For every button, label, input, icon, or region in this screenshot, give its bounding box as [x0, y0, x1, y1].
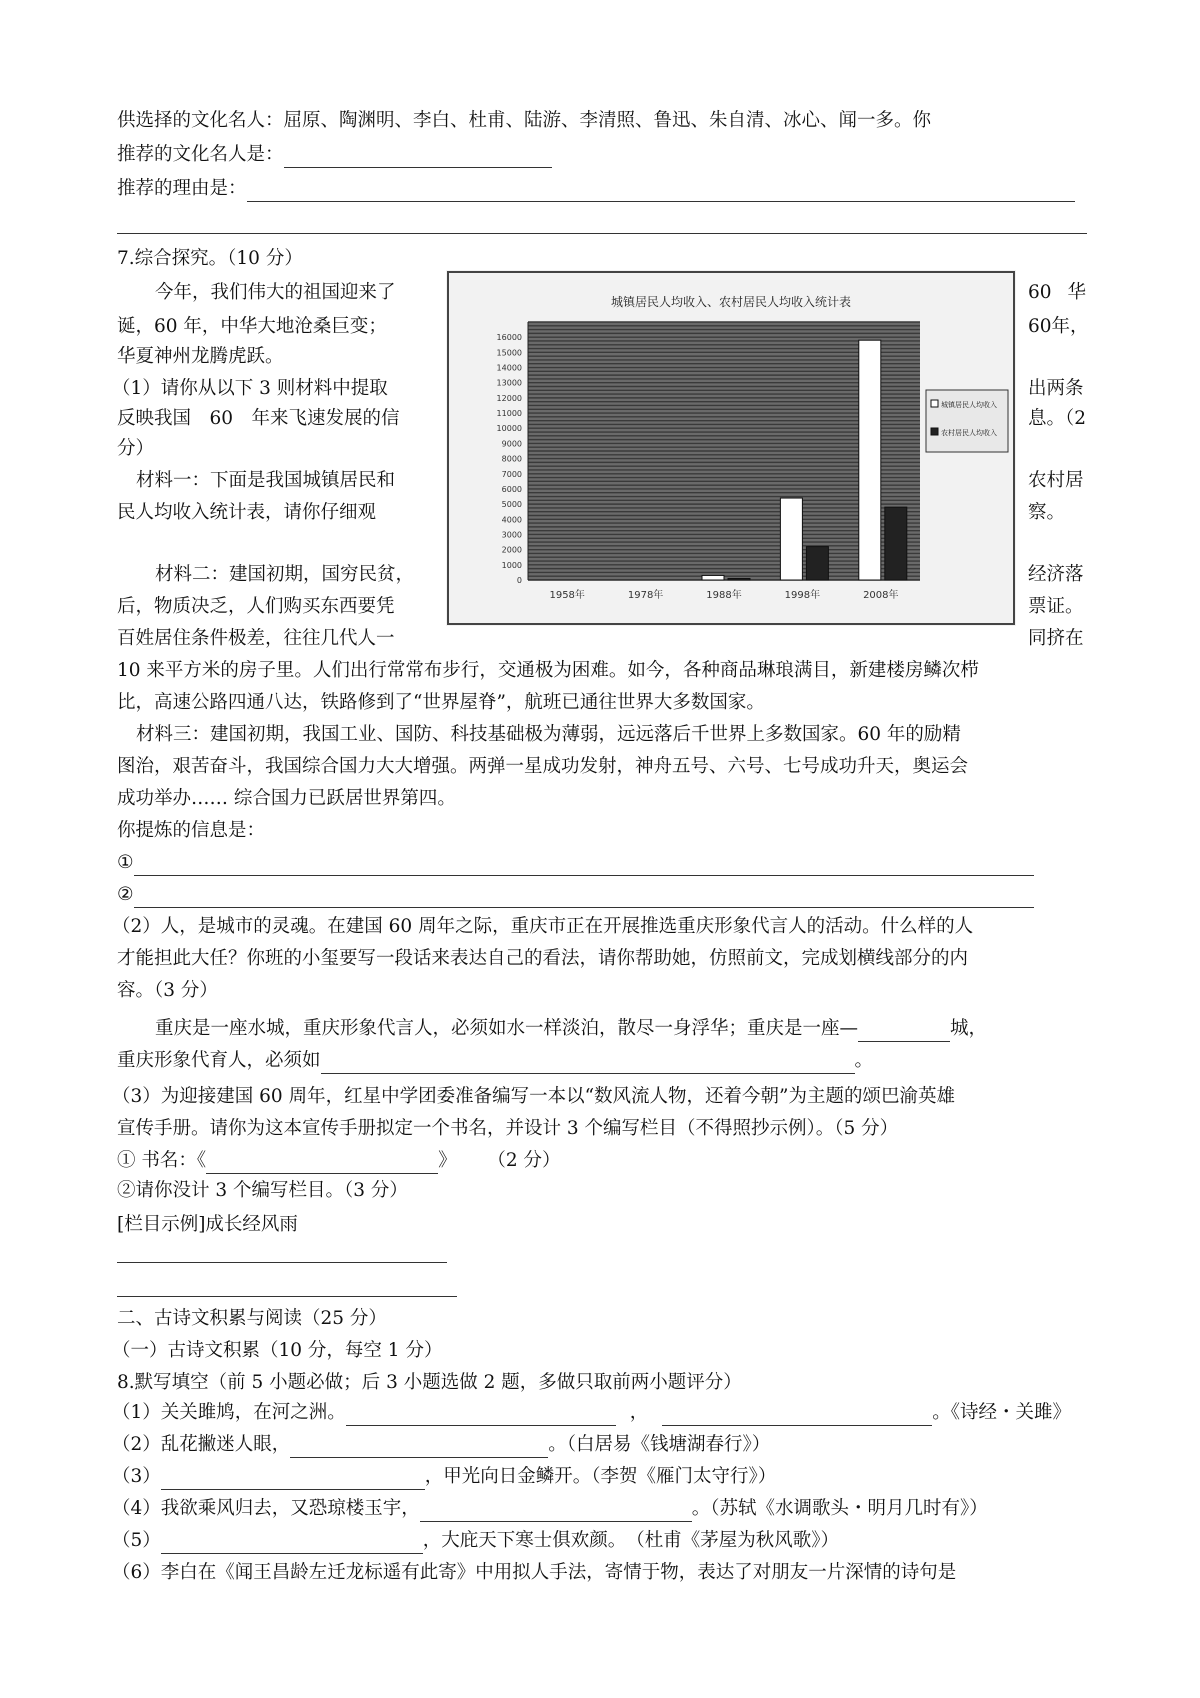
poem-1a: （1）关关雎鸠，在河之洲。: [112, 1402, 346, 1423]
m3-line-3: 成功举办…… 综合国力已跃居世界第四。: [117, 788, 456, 809]
intro-left-2: 诞，60 年，中华大地沧桑巨变；: [117, 316, 387, 337]
x-tick-label: 1978年: [627, 590, 664, 601]
extract-blank-1[interactable]: [134, 855, 1034, 876]
q2-line-2: 才能担此大任？你班的小玺要写一段话来表达自己的看法，请你帮助她，仿照前文，完成划横线部分的内: [117, 948, 969, 969]
q2-line-3: 容。（3 分）: [117, 980, 218, 1001]
y-tick-label: 13000: [496, 378, 522, 388]
m2-left-3: 百姓居住条件极差，往往几代人一: [117, 628, 395, 649]
x-tick-label: 1988年: [706, 590, 742, 601]
y-tick-label: 12000: [496, 393, 522, 403]
q2-line-5a: 重庆形象代育人，必须如: [117, 1050, 321, 1071]
spokesman-blank[interactable]: [321, 1053, 855, 1074]
y-tick-label: 3000: [501, 530, 522, 540]
recommend-blank[interactable]: [284, 147, 552, 168]
m2-full-2: 比，高速公路四通八达，铁路修到了“世界屋脊”，航班已通往世界大多数国家。: [117, 692, 765, 713]
y-tick-label: 2000: [501, 545, 522, 555]
poem-2a: （2）乱花撇迷人眼，: [112, 1434, 291, 1455]
bar-rural: [806, 547, 828, 580]
q1-left-3: 分）: [117, 438, 155, 459]
y-tick-label: 6000: [501, 484, 522, 494]
legend-swatch: [931, 400, 938, 407]
poem-1-blank-2[interactable]: [662, 1405, 932, 1426]
reason-row: [117, 176, 1075, 202]
column-blank-1[interactable]: [117, 1262, 447, 1263]
y-tick-label: 4000: [501, 515, 522, 525]
m1-left-2: 民人均收入统计表，请你仔细观: [117, 502, 377, 523]
bar-urban: [702, 575, 724, 580]
m3-line-1: 材料三：建国初期，我国工业、国防、科技基础极为薄弱，远远落后千世界上多数国家。60 年的励精: [136, 724, 961, 745]
intro-left-1: 今年，我们伟大的祖国迎来了: [155, 282, 396, 303]
y-tick-label: 8000: [501, 454, 522, 464]
y-tick-label: 0: [516, 576, 522, 585]
poem-4a: （4）我欲乘风归去，又恐琼楼玉宇，: [112, 1498, 420, 1519]
m2-left-2: 后，物质决乏，人们购买东西要凭: [117, 596, 395, 617]
poem-5: [112, 1528, 839, 1554]
y-tick-label: 7000: [501, 469, 522, 479]
reason-blank-2[interactable]: [117, 233, 1087, 234]
column-blank-2[interactable]: [117, 1296, 457, 1297]
m2-right-1: 经济落: [1028, 564, 1084, 585]
x-tick-label: 2008年: [863, 590, 899, 601]
poem-2: [112, 1432, 770, 1458]
poem-4b: 。（苏轼《水调歌头・明月几时有》）: [691, 1498, 988, 1519]
sec7-heading: 7.综合探究。（10 分）: [117, 248, 303, 269]
income-chart-svg: [446, 270, 1016, 626]
circle-2: ②: [117, 884, 134, 905]
book-name-row: [117, 1148, 561, 1174]
intro-left-3: 华夏神州龙腾虎跃。: [117, 346, 284, 367]
m1-left-1: 材料一：下面是我国城镇居民和: [136, 470, 396, 491]
q1-left-2: 反映我国 60 年来飞速发展的信: [117, 408, 400, 429]
y-tick-label: 16000: [496, 333, 522, 343]
poem-3-blank[interactable]: [161, 1469, 425, 1490]
q2-line-5: [117, 1048, 873, 1074]
q3-line-1: （3）为迎接建国 60 周年，红星中学团委准备编写一本以“数风流人物，还着今朝”为主题的颂巴渝英雄: [112, 1086, 955, 1107]
legend-swatch: [931, 428, 938, 435]
m2-right-2: 票证。: [1028, 596, 1084, 617]
extract-blank-2[interactable]: [134, 887, 1034, 908]
options-line: 供选择的文化名人：屈原、陶渊明、李白、杜甫、陆游、李清照、鲁迅、朱自清、冰心、闻一多。你: [117, 110, 932, 131]
poem-1-blank-1[interactable]: [346, 1405, 616, 1426]
q1-right-1: 出两条: [1028, 378, 1084, 399]
book-name-label: ① 书名：《: [117, 1150, 207, 1171]
city-blank[interactable]: [858, 1021, 950, 1042]
extract-row-1: [117, 850, 1034, 876]
poem-3a: （3）: [112, 1466, 161, 1487]
m1-right-2: 察。: [1028, 502, 1066, 523]
extract-row-2: [117, 882, 1034, 908]
circle-1: ①: [117, 852, 134, 873]
book-name-blank[interactable]: [206, 1153, 438, 1174]
y-tick-label: 9000: [501, 439, 522, 449]
poem-4: [112, 1496, 988, 1522]
m2-full-1: 10 来平方米的房子里。人们出行常常布步行，交通极为困难。如今，各种商品琳琅满目，新建楼房鳞次栉: [117, 660, 979, 681]
legend-box: [926, 390, 1008, 452]
bar-rural: [728, 578, 750, 580]
reason-label: 推荐的理由是：: [117, 178, 247, 199]
column-example: [栏目示例]成长经风雨: [117, 1214, 298, 1235]
x-tick-label: 1998年: [784, 590, 821, 601]
bar-urban: [780, 498, 802, 580]
recommend-label: 推荐的文化名人是：: [117, 144, 284, 165]
y-tick-label: 1000: [501, 560, 522, 570]
poem-2-blank[interactable]: [290, 1437, 548, 1458]
m1-right-1: 农村居: [1028, 470, 1084, 491]
book-name-score: （2 分）: [496, 1150, 561, 1171]
legend-label: 城镇居民人均收入: [941, 401, 997, 409]
intro-right-1a: 60: [1028, 282, 1052, 303]
poem-1: [112, 1400, 1071, 1426]
extract-label: 你提炼的信息是：: [117, 820, 266, 841]
q2-line-5b: 。: [854, 1050, 874, 1071]
y-tick-label: 15000: [496, 348, 522, 358]
intro-right-1b: 华: [1067, 282, 1086, 303]
y-tick-label: 14000: [496, 363, 522, 373]
q2-line-4: [117, 1016, 987, 1042]
poem-5-blank[interactable]: [161, 1533, 423, 1554]
book-name-close: 》: [438, 1150, 457, 1171]
poem-6: （6）李白在《闻王昌龄左迁龙标遥有此寄》中用拟人手法，寄情于物，表达了对朋友一片深情的诗句是: [112, 1562, 957, 1583]
income-chart: [446, 270, 1016, 626]
chart-title: 城镇居民人均收入、农村居民人均收入统计表: [610, 295, 852, 309]
m2-left-1: 材料二：建国初期，国穷民贫，: [155, 564, 415, 585]
m3-line-2: 图治，艰苦奋斗，我国综合国力大大增强。两弹一星成功发射，神舟五号、六号、七号成功升天，奥运会: [117, 756, 969, 777]
q8-heading: 8.默写填空（前 5 小题必做；后 3 小题选做 2 题，多做只取前两小题评分）: [117, 1372, 742, 1393]
poem-5a: （5）: [112, 1530, 161, 1551]
q2-line-4a: 重庆是一座水城，重庆形象代言人，必须如水一样淡泊，散尽一身浮华；重庆是一座—: [155, 1018, 859, 1039]
poem-2b: 。（白居易《钱塘湖春行》）: [548, 1434, 771, 1455]
poem-1b: ，: [629, 1402, 649, 1423]
part2-sub: （一）古诗文积累（10 分，每空 1 分）: [112, 1340, 443, 1361]
y-tick-label: 10000: [496, 424, 522, 434]
y-tick-label: 5000: [501, 500, 522, 510]
poem-3b: ，甲光向日金鳞开。（李贺《雁门太守行》）: [424, 1466, 777, 1487]
q2-line-4b: 城，: [950, 1018, 988, 1039]
columns-line: ②请你没计 3 个编写栏目。（3 分）: [117, 1180, 408, 1201]
bar-rural: [885, 507, 907, 580]
poem-5b: ，大庇天下寒士俱欢颜。 （杜甫《茅屋为秋风歌》）: [422, 1530, 840, 1551]
q2-line-1: （2）人，是城市的灵魂。在建国 60 周年之际，重庆市正在开展推选重庆形象代言人的活动。什么样的人: [112, 916, 974, 937]
q1-left-1: （1）请你从以下 3 则材料中提取: [112, 378, 388, 399]
x-tick-label: 1958年: [549, 590, 585, 601]
legend-label: 农村居民人均收入: [941, 429, 997, 437]
intro-right-1: [1028, 280, 1086, 306]
intro-right-2: 60年，: [1028, 316, 1089, 337]
bar-urban: [859, 340, 881, 580]
q3-line-2: 宣传手册。请你为这本宣传手册拟定一个书名，并设计 3 个编写栏目（不得照抄示例）。（5 分）: [117, 1118, 899, 1139]
m2-right-3: 同挤在: [1028, 628, 1084, 649]
reason-blank[interactable]: [247, 181, 1075, 202]
poem-4-blank[interactable]: [420, 1501, 692, 1522]
poem-1c: 。《诗经・关雎》: [932, 1402, 1072, 1423]
q1-right-2: 息。（2: [1028, 408, 1087, 429]
part2-heading: 二、古诗文积累与阅读（25 分）: [117, 1308, 387, 1329]
recommend-row: [117, 142, 552, 168]
poem-3: [112, 1464, 776, 1490]
y-tick-label: 11000: [496, 409, 522, 419]
